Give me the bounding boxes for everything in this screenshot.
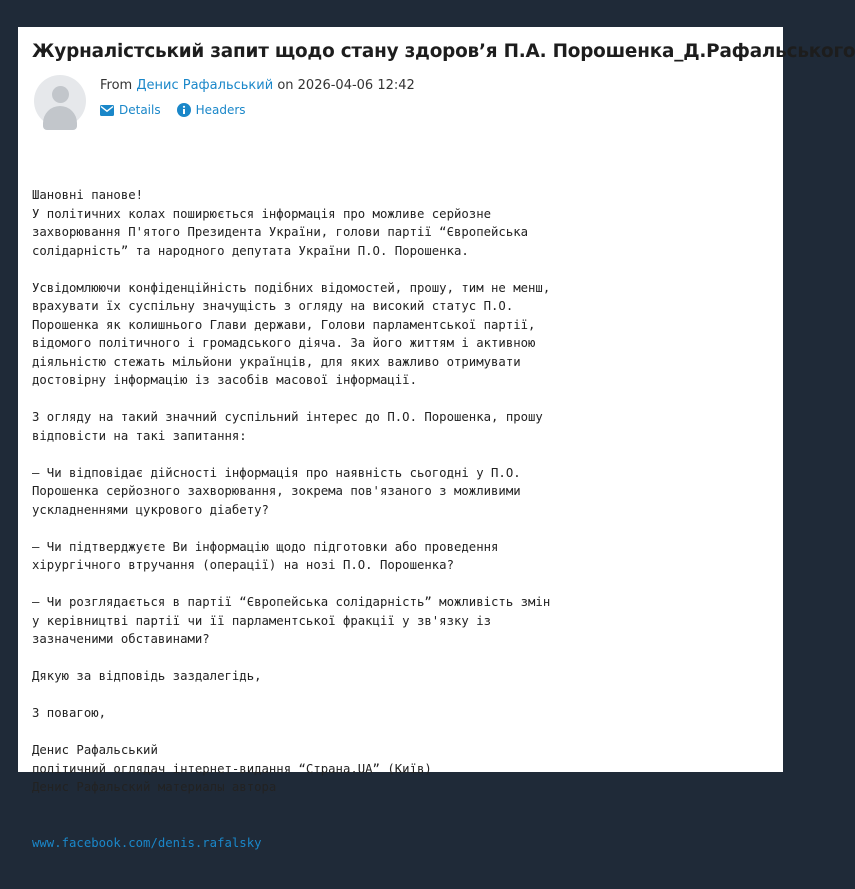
blank-line xyxy=(32,649,772,668)
blank-line xyxy=(32,390,772,409)
body-line: відповісти на такі запитання: xyxy=(32,428,247,443)
on-label: on xyxy=(277,78,294,93)
info-icon xyxy=(177,103,191,117)
email-viewer xyxy=(18,27,855,850)
sent-datetime: 2026-04-06 12:42 xyxy=(297,78,415,93)
facebook-link[interactable]: www.facebook.com/denis.rafalsky xyxy=(32,835,262,850)
avatar-body xyxy=(43,106,77,130)
body-line: Порошенка як колишнього Глави держави, Голови парламентської партії, xyxy=(32,317,536,332)
sender-avatar xyxy=(34,75,86,127)
blank-line xyxy=(32,519,772,538)
body-line: достовірну інформацію із засобів масової інформації. xyxy=(32,373,417,387)
body-line: — Чи відповідає дійсності інформація про наявність сьогодні у П.О. xyxy=(32,465,521,480)
body-line: Дякую за відповідь заздалегідь, xyxy=(32,669,262,683)
details-link[interactable] xyxy=(100,103,161,117)
avatar-head xyxy=(52,86,69,103)
body-line: політичний оглядач інтернет-видання “Страна.UA” (Київ) xyxy=(32,761,432,776)
body-line: Порошенка серйозного захворювання, зокрема пов'язаного з можливими xyxy=(32,484,521,498)
body-line: Денис Рафальський xyxy=(32,743,158,757)
body-line: ускладненнями цукрового діабету? xyxy=(32,502,269,517)
blank-line xyxy=(32,575,772,594)
blank-line xyxy=(32,260,772,279)
body-line: хірургічного втручання (операції) на нозі П.О. Порошенка? xyxy=(32,558,454,572)
email-body xyxy=(32,149,772,889)
body-line: врахувати їх суспільну значущість з огляду на високий статус П.О. xyxy=(32,299,514,313)
body-line: Усвідомлюючи конфіденційність подібних відомостей, прошу, тим не менш, xyxy=(32,280,551,295)
sender-name-link[interactable]: Денис Рафальський xyxy=(136,78,274,93)
body-line: відомого політичного і громадського діяча. За його життям і активною xyxy=(32,336,536,350)
body-line: зазначеними обставинами? xyxy=(32,632,210,646)
body-line: З повагою, xyxy=(32,706,107,720)
body-line: — Чи розглядається в партії “Європейська солідарність” можливість змін xyxy=(32,595,551,609)
envelope-icon xyxy=(100,105,114,116)
body-line: у керівництві партії чи її парламентської фракції у зв'язку із xyxy=(32,613,492,628)
body-line: У політичних колах поширюється інформація про можливе серйозне xyxy=(32,206,492,221)
email-subject: Журналістський запит щодо стану здоров’я П.А. Порошенка_Д.Рафальського xyxy=(32,41,855,62)
blank-line xyxy=(32,686,772,705)
body-line: Денис Рафальский материалы автора xyxy=(32,780,277,794)
blank-line xyxy=(32,445,772,464)
body-line: Шановні панове! xyxy=(32,188,144,202)
from-label: From xyxy=(100,78,133,93)
body-line: солідарність” та народного депутата України П.О. Порошенка. xyxy=(32,243,469,258)
body-line: захворювання П'ятого Президента України, голови партії “Європейська xyxy=(32,225,529,239)
blank-line xyxy=(32,723,772,742)
headers-label: Headers xyxy=(195,103,246,117)
body-line: діяльністю стежать мільйони українців, для яких важливо отримувати xyxy=(32,354,521,369)
details-label: Details xyxy=(119,103,161,117)
body-line: — Чи підтверджуєте Ви інформацію щодо підготовки або проведення xyxy=(32,539,499,554)
from-line xyxy=(100,78,415,93)
meta-links xyxy=(100,103,262,117)
body-line: З огляду на такий значний суспільний інтерес до П.О. Порошенка, прошу xyxy=(32,410,543,424)
email-body-lines xyxy=(32,186,772,797)
headers-link[interactable] xyxy=(177,103,246,117)
